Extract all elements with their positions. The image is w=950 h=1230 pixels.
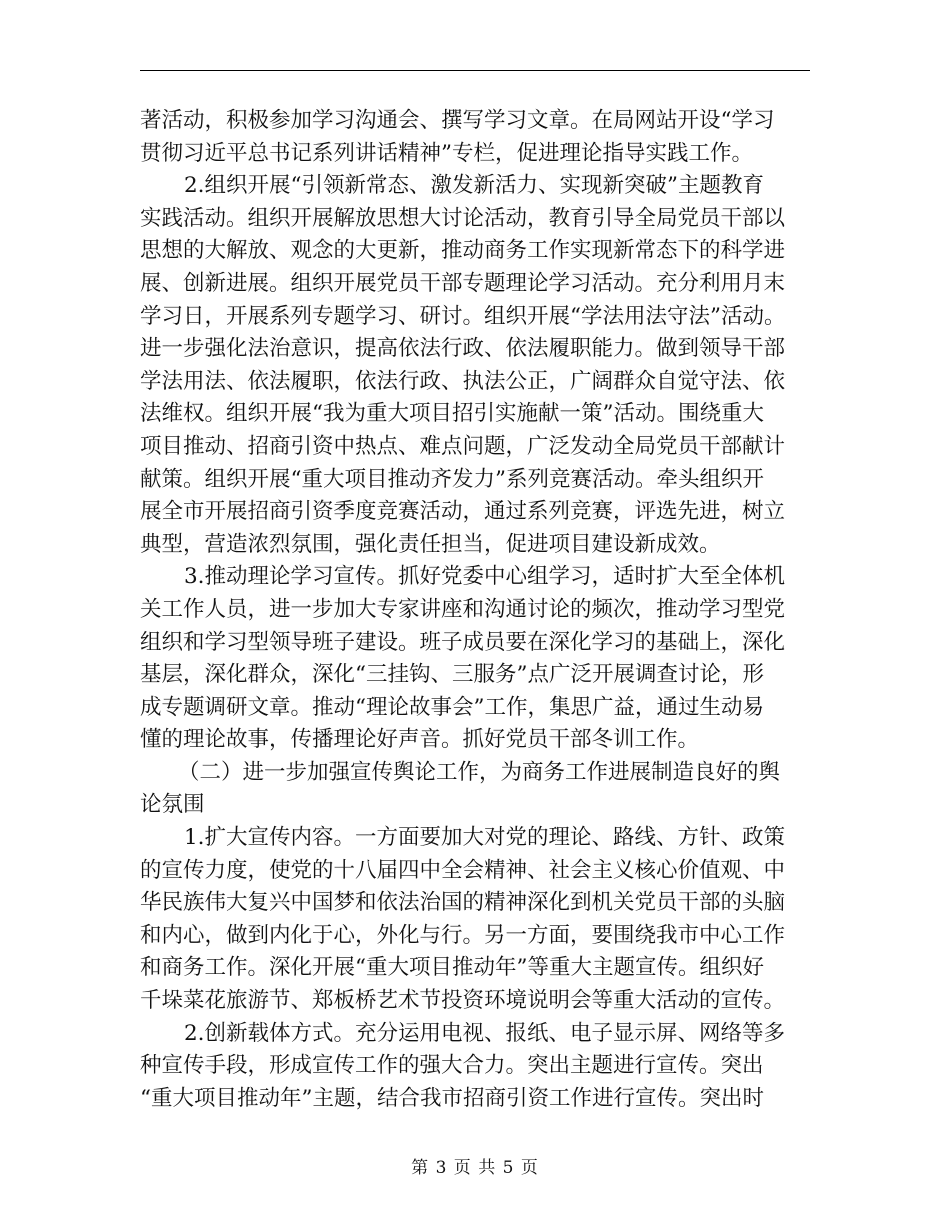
- text-line: 展、创新进展。组织开展党员干部专题理论学习活动。充分利用月末: [140, 270, 786, 296]
- numbered-item-1: 1.扩大宣传内容。一方面要加大对党的理论、路线、方针、政策: [184, 825, 786, 851]
- page-footer: [0, 1153, 950, 1178]
- text-line: 学习日，开展系列专题学习、研讨。组织开展“学法用法守法”活动。: [140, 303, 786, 329]
- text-line: 关工作人员，进一步加大专家讲座和沟通讨论的频次，推动学习型党: [140, 596, 786, 622]
- text-line: 献策。组织开展“重大项目推动齐发力”系列竞赛活动。牵头组织开: [140, 466, 764, 492]
- text-line: 种宣传手段，形成宣传工作的强大合力。突出主题进行宣传。突出: [140, 1053, 764, 1079]
- text-line: 懂的理论故事，传播理论好声音。抓好党员干部冬训工作。: [140, 727, 700, 753]
- text-line: 华民族伟大复兴中国梦和依法治国的精神深化到机关党员干部的头脑: [140, 890, 786, 916]
- text-line: 著活动，积极参加学习沟通会、撰写学习文章。在局网站开设“学习: [140, 108, 775, 133]
- document-body: [140, 105, 812, 1115]
- text-line: 法维权。组织开展“我为重大项目招引实施献一策”活动。围绕重大: [140, 401, 764, 427]
- text-line: 项目推动、招商引资中热点、难点问题，广泛发动全局党员干部献计: [140, 433, 786, 459]
- text-line: 展全市开展招商引资季度竞赛活动，通过系列竞赛，评选先进，树立: [140, 499, 786, 525]
- text-line: 组织和学习型领导班子建设。班子成员要在深化学习的基础上，深化: [140, 629, 786, 655]
- numbered-item-2: 2.组织开展“引领新常态、激发新活力、实现新突破”主题教育: [184, 173, 764, 199]
- numbered-item-3: 3.推动理论学习宣传。抓好党委中心组学习，适时扩大至全体机: [184, 564, 786, 590]
- section-heading-continuation: 论氛围: [140, 792, 205, 818]
- text-line: 和商务工作。深化开展“重大项目推动年”等重大主题宣传。组织好: [140, 955, 764, 981]
- text-line: 实践活动。组织开展解放思想大讨论活动，教育引导全局党员干部以: [140, 205, 786, 231]
- header-rule: [140, 70, 810, 71]
- text-line: 和内心，做到内化于心，外化与行。另一方面，要围绕我市中心工作: [140, 922, 786, 948]
- page-number-label: 第 3 页 共 5 页: [411, 1158, 539, 1178]
- text-line: 思想的大解放、观念的大更新，推动商务工作实现新常态下的科学进: [140, 238, 786, 264]
- text-line: 典型，营造浓烈氛围，强化责任担当，促进项目建设新成效。: [140, 531, 721, 557]
- text-line: 的宣传力度，使党的十八届四中全会精神、社会主义核心价值观、中: [140, 857, 786, 883]
- numbered-item-2: 2.创新载体方式。充分运用电视、报纸、电子显示屏、网络等多: [184, 1020, 786, 1046]
- section-heading: （二）进一步加强宣传舆论工作，为商务工作进展制造良好的舆: [178, 759, 781, 785]
- text-line: 贯彻习近平总书记系列讲话精神”专栏，促进理论指导实践工作。: [140, 140, 753, 166]
- text-line: 学法用法、依法履职，依法行政、执法公正，广阔群众自觉守法、依: [140, 368, 786, 394]
- text-line: 进一步强化法治意识，提高依法行政、依法履职能力。做到领导干部: [140, 336, 786, 362]
- text-line: 基层，深化群众，深化“三挂钩、三服务”点广泛开展调查讨论，形: [140, 662, 764, 688]
- text-line: “重大项目推动年”主题，结合我市招商引资工作进行宣传。突出时: [140, 1085, 764, 1111]
- text-line: 成专题调研文章。推动“理论故事会”工作，集思广益，通过生动易: [140, 694, 764, 720]
- text-line: 千垛菜花旅游节、郑板桥艺术节投资环境说明会等重大活动的宣传。: [140, 988, 786, 1014]
